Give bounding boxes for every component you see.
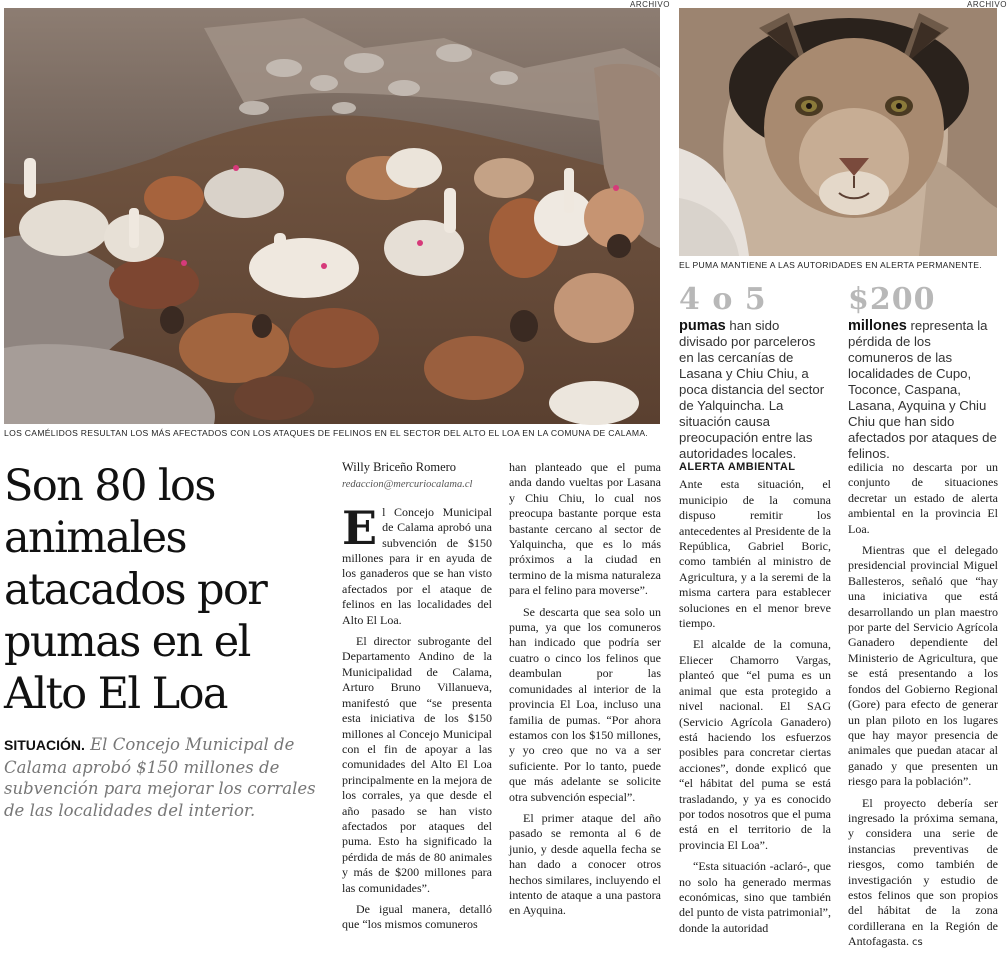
byline-email[interactable]: redaccion@mercuriocalama.cl: [342, 479, 473, 491]
paragraph: han planteado que el puma anda dando vueltas por Lasana y Chiu Chiu, lo cual nos preocupa bastante porque esta bastante cercano al sector de Yalquincha, que es lo más próximos a la ciudad en termino de la misma naturaleza para el felino para moverse”.: [509, 460, 661, 598]
stat-text-pumas: [679, 318, 829, 462]
photo-caption-right: EL PUMA MANTIENE A LAS AUTORIDADES EN ALERTA PERMANENTE.: [679, 260, 983, 270]
article-column-4: [848, 460, 998, 957]
paragraph: edilicia no descarta por un conjunto de situaciones decretar un estado de alerta ambiental en la provincia El Loa.: [848, 460, 998, 536]
end-mark-icon: cs: [911, 937, 923, 949]
paragraph: El alcalde de la comuna, Eliecer Chamorro Vargas, planteó que “el puma es un animal que esta protegido a nivel nacional. El SAG (Servicio Agrícola Ganadero) está haciendo los esfuerzos posibles para concretar ciertas acciones”, donde explicó que “el hábitat del puma se está trasladando, y ya es conocido por todos nosotros que el puma está en el territorio de la provincia El Loa”.: [679, 637, 831, 852]
lead-kicker: SITUACIÓN.: [4, 737, 85, 753]
paragraph: Ante esta situación, el municipio de la comuna dispuso remitir los antecedentes al Presidente de la República, Gabriel Boric, como también al ministro de Agricultura, y a la seremi de la misma cartera para establecer soluciones en el menor breve tiempo.: [679, 477, 831, 631]
paragraph: El primer ataque del año pasado se remonta al 6 de junio, y desde aquella fecha se han dado a conocer otros hechos similares, incluyendo el intento de ataque a una pastora en Ayquina.: [509, 810, 661, 918]
stat-bold-pumas: pumas: [679, 318, 726, 334]
photo-caption-left: LOS CAMÉLIDOS RESULTAN LOS MÁS AFECTADOS CON LOS ATAQUES DE FELINOS EN EL SECTOR DEL ALTO EL LOA EN LA COMUNA DE CALAMA.: [4, 428, 649, 438]
stat-desc-pumas: han sido divisado por parceleros en las cercanías de Lasana y Chiu Chiu, a poca distancia del sector de Yalquincha. La situación causa preocupación entre las autoridades locales.: [679, 318, 825, 461]
paragraph-text: El proyecto debería ser ingresado la próxima semana, y considera una serie de instancias preventivas de riesgos, como también de investigación y estudio de estos felinos que son propios del hábitat de la zona cordillerana en la Región de Antofagasta.: [848, 795, 998, 949]
paragraph: “Esta situación -aclaró-, que no solo ha generado mermas económicas, sino que también del punto de vista patrimonial”, donde la autoridad: [679, 859, 831, 935]
drop-cap: E: [342, 500, 378, 555]
lead-text: El Concejo Municipal de Calama aprobó $150 millones de subvención para mejorar los corrales de las localidades del interior.: [4, 735, 316, 820]
article-column-1: [342, 460, 492, 939]
paragraph-text: l Concejo Municipal de Calama aprobó una subvención de $150 millones para ir en ayuda de los ganaderos que se han visto afectados por el ataque de felinos en las localidades del Alto El Loa.: [342, 504, 492, 627]
stat-desc-millones: representa la pérdida de los comuneros de las localidades de Cupo, Toconce, Caspana, Lasana, Ayquina y Chiu Chiu que han sido afectados por ataques de felinos.: [848, 318, 997, 461]
byline-author: Willy Briceño Romero: [342, 460, 457, 474]
article-column-2: [509, 460, 661, 925]
puma-photo: [679, 8, 997, 256]
llama-herd-photo: [4, 8, 660, 424]
llama-herd-illustration: [4, 8, 660, 424]
stat-number-millones: $200: [848, 282, 936, 317]
photo-credit-right: ARCHIVO: [967, 0, 1007, 9]
paragraph: [342, 500, 492, 628]
stat-text-millones: [848, 318, 998, 462]
paragraph: De igual manera, detalló que “los mismos comuneros: [342, 901, 492, 932]
paragraph: Mientras que el delegado presidencial provincial Miguel Ballesteros, señaló que “hay una iniciativa que está desarrollando un plan maestro por parte del Servicio Agrícola Ganadero dependiente del Ministerio de Agricultura, que se está presentando a los fondos del Gobierno Regional (Gore) para efecto de generar un plan piloto en los lugares que hay mayor presencia de animales que puedan atacar al ganado y que presenten un riesgo para la población”.: [848, 543, 998, 789]
paragraph: El director subrogante del Departamento Andino de la Municipalidad de Calama, Arturo Bruno Villanueva, manifestó que “se presenta esta iniciativa de los $150 millones al Concejo Municipal con el fin de apoyar a las comunidades del Alto El Loa principalmente en la mejora de los corrales, ya que desde el año pasado se han visto afectados por ataques del puma. Esto ha significado la pérdida de más de 80 animales y más de $200 millones para las comunidades”.: [342, 634, 492, 895]
paragraph: Se descarta que sea solo un puma, ya que los comuneros han indicado que podría ser cuatro o cinco los felinos que deambulan por las comunidades al interior de la provincia El Loa, incluso una familia de pumas. “Por ahora estamos con los $150 millones, y yo creo que no va a ser suficiente. Por lo tanto, puede que más adelante se solicite otra subvención especial”.: [509, 604, 661, 804]
stat-bold-millones: millones: [848, 318, 907, 334]
article-column-3: [679, 460, 831, 942]
photo-credit-left: ARCHIVO: [630, 0, 670, 9]
puma-illustration: [679, 8, 997, 256]
stat-number-pumas: 4 o 5: [679, 282, 767, 317]
headline: Son 80 los animales atacados por pumas en el Alto El Loa: [4, 461, 267, 719]
section-title-alerta: ALERTA AMBIENTAL: [679, 461, 796, 473]
paragraph: [848, 796, 998, 951]
lead-paragraph: [4, 734, 320, 821]
